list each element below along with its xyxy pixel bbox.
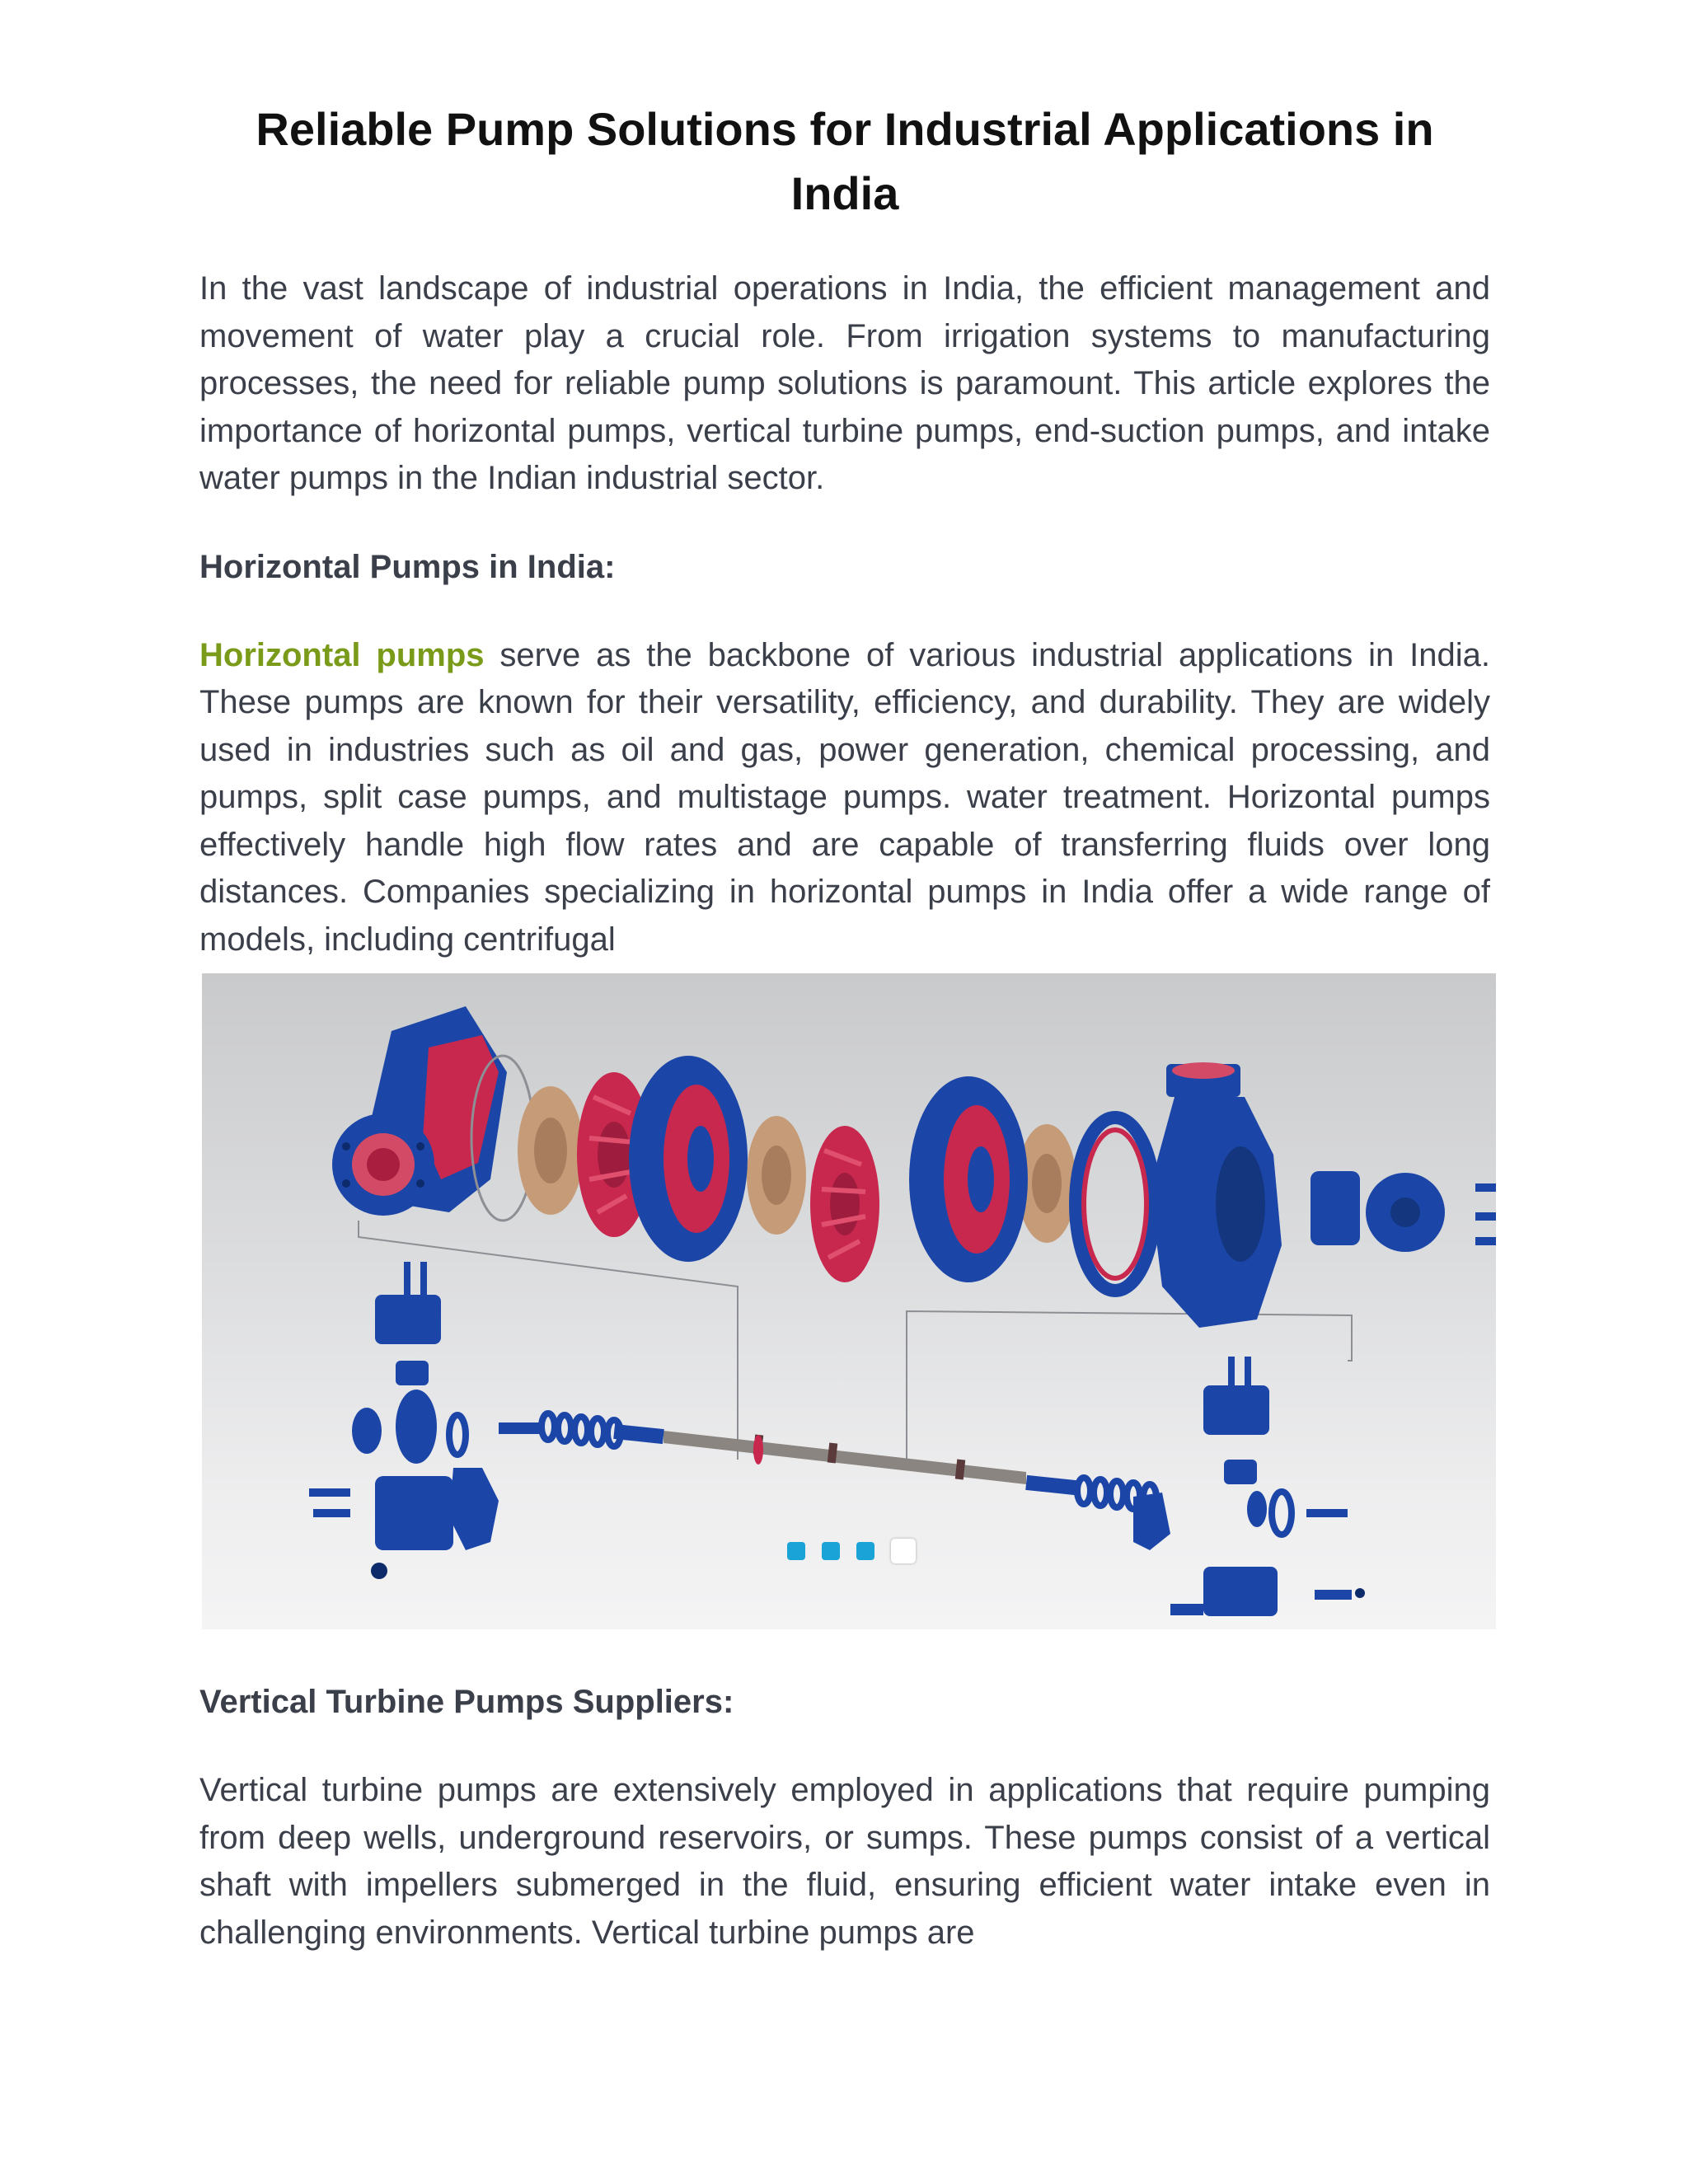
carousel-indicators bbox=[787, 1539, 916, 1563]
exploded-pump-image bbox=[202, 973, 1496, 1629]
wear-plate-1 bbox=[518, 1086, 584, 1215]
bearing-assembly-left bbox=[309, 1262, 544, 1579]
shaft-rings-left bbox=[542, 1413, 621, 1446]
section-heading-horizontal-pumps: Horizontal Pumps in India: bbox=[199, 548, 616, 585]
carousel-dot-3[interactable] bbox=[856, 1542, 874, 1560]
suction-casing bbox=[332, 1006, 507, 1216]
stage-casing-2 bbox=[909, 1076, 1028, 1282]
carousel-dot-2[interactable] bbox=[822, 1542, 840, 1560]
article bbox=[199, 97, 1490, 1957]
horizontal-pumps-body: serve as the backbone of various industrial applications in India. These pumps are known for their versatility, efficiency, and durability. They are widely used in industries such as oil and gas, power generation, chemical processing, and pumps, split case pumps, and multistage pumps. water treatment. Horizontal pumps effectively handle high flow rates and are capable of transferring fluids over long distances. Companies specializing in horizontal pumps in India offer a wide range of models, including centrifugal bbox=[199, 636, 1490, 958]
bearing-housing-right bbox=[1311, 1171, 1496, 1252]
intro-paragraph: In the vast landscape of industrial operations in India, the efficient management and movement of water play a crucial role. From irrigation systems to manufacturing processes, the need for reliable pump solutions is paramount. This article explores the importance of horizontal pumps, vertical turbine pumps, end-suction pumps, and intake water pumps in the Indian industrial sector. bbox=[199, 270, 1490, 496]
diffuser-ring bbox=[1076, 1118, 1155, 1291]
pump-shaft bbox=[663, 1431, 1026, 1484]
shaft-sleeve-right bbox=[1025, 1475, 1076, 1495]
impeller-2 bbox=[810, 1126, 879, 1282]
horizontal-pumps-link[interactable]: Horizontal pumps bbox=[199, 636, 485, 673]
discharge-casing bbox=[1150, 1062, 1282, 1328]
vertical-turbine-paragraph: Vertical turbine pumps are extensively employed in applications that require pumping from deep wells, underground reservoirs, or sumps. These pumps consist of a vertical shaft with impellers submerged in the fluid, ensuring efficient water intake even in challenging environments. Vertical turbine pumps are bbox=[199, 1772, 1490, 1951]
stage-casing-1 bbox=[629, 1056, 748, 1262]
wear-plate-2 bbox=[747, 1116, 806, 1235]
section-heading-vertical-turbine: Vertical Turbine Pumps Suppliers: bbox=[199, 1684, 734, 1720]
carousel-dot-4[interactable] bbox=[891, 1539, 916, 1563]
carousel-dot-1[interactable] bbox=[787, 1542, 805, 1560]
page-title: Reliable Pump Solutions for Industrial Applications in India bbox=[256, 103, 1434, 219]
bearing-assembly-right bbox=[1133, 1357, 1365, 1616]
exploded-multistage-pump-icon bbox=[202, 973, 1496, 1629]
horizontal-pumps-paragraph bbox=[199, 632, 1490, 964]
